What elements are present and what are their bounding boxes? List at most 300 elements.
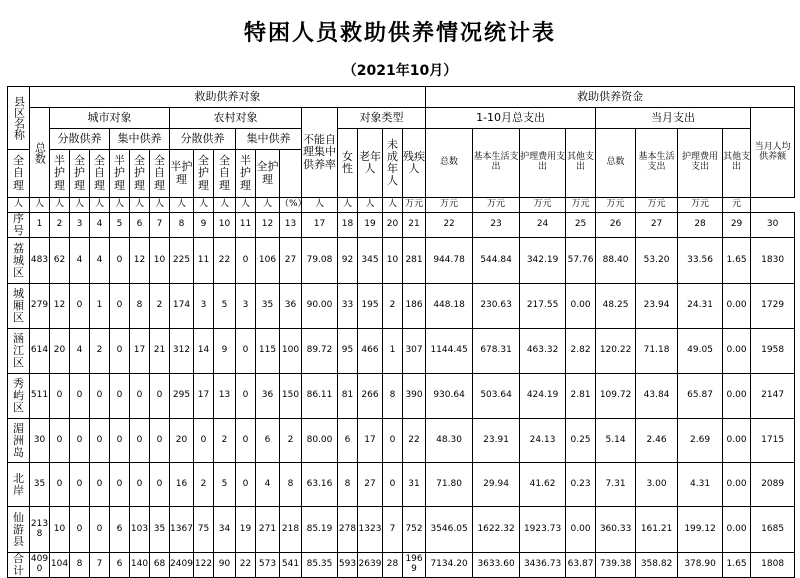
table-cell: 0 bbox=[383, 419, 403, 463]
table-cell: 0 bbox=[236, 329, 256, 374]
table-cell: 2 bbox=[194, 463, 214, 507]
table-cell: 53.20 bbox=[636, 238, 678, 284]
table-cell: 71.18 bbox=[636, 329, 678, 374]
table-cell: 0.00 bbox=[723, 329, 751, 374]
table-cell: 281 bbox=[403, 238, 426, 284]
table-cell: 614 bbox=[30, 329, 50, 374]
table-cell: 5.14 bbox=[596, 419, 636, 463]
table-cell: 48.30 bbox=[426, 419, 473, 463]
table-cell: 7 bbox=[383, 507, 403, 553]
table-cell: 424.19 bbox=[520, 374, 566, 419]
table-cell: 104 bbox=[50, 553, 70, 578]
ytd-care-fee-header: 护理费用支出 bbox=[520, 129, 566, 198]
table-cell: 3436.73 bbox=[520, 553, 566, 578]
table-cell: 43.84 bbox=[636, 374, 678, 419]
month-expense-header: 当月支出 bbox=[596, 108, 751, 129]
table-cell: 81 bbox=[338, 374, 358, 419]
table-cell: 23.94 bbox=[636, 284, 678, 329]
table-cell: 85.35 bbox=[302, 553, 338, 578]
table-cell: 103 bbox=[130, 507, 150, 553]
table-cell: 0 bbox=[50, 374, 70, 419]
unit-cell: 人 bbox=[110, 198, 130, 213]
seq-cell: 12 bbox=[256, 213, 280, 238]
unit-cell: 万元 bbox=[520, 198, 566, 213]
table-cell: 230.63 bbox=[473, 284, 520, 329]
table-cell: 0 bbox=[130, 419, 150, 463]
table-cell: 17 bbox=[358, 419, 383, 463]
table-cell: 62 bbox=[50, 238, 70, 284]
table-cell: 0 bbox=[90, 419, 110, 463]
table-cell: 35 bbox=[256, 284, 280, 329]
table-cell: 483 bbox=[30, 238, 50, 284]
table-cell: 33.56 bbox=[678, 238, 723, 284]
table-cell: 0.00 bbox=[723, 463, 751, 507]
seq-cell: 10 bbox=[214, 213, 236, 238]
table-row bbox=[8, 419, 795, 463]
table-cell: 34 bbox=[214, 507, 236, 553]
table-cell: 0.00 bbox=[723, 374, 751, 419]
elderly-header: 老年人 bbox=[358, 129, 383, 198]
table-cell: 35 bbox=[150, 507, 170, 553]
table-cell: 7 bbox=[90, 553, 110, 578]
seq-cell: 25 bbox=[566, 213, 596, 238]
unit-cell: 人 bbox=[70, 198, 90, 213]
table-cell: 12 bbox=[50, 284, 70, 329]
seq-row bbox=[8, 213, 795, 238]
table-cell: 10 bbox=[383, 238, 403, 284]
table-cell: 0 bbox=[110, 238, 130, 284]
seq-cell: 11 bbox=[236, 213, 256, 238]
table-cell: 63.87 bbox=[566, 553, 596, 578]
table-cell: 4 bbox=[70, 329, 90, 374]
seq-cell: 4 bbox=[90, 213, 110, 238]
table-cell: 0 bbox=[236, 463, 256, 507]
table-cell: 2089 bbox=[751, 463, 795, 507]
table-cell: 0 bbox=[50, 463, 70, 507]
table-cell: 0 bbox=[236, 419, 256, 463]
month-total-header: 总数 bbox=[596, 129, 636, 198]
table-cell: 2138 bbox=[30, 507, 50, 553]
table-row bbox=[8, 238, 795, 284]
table-cell: 174 bbox=[170, 284, 194, 329]
seq-cell: 5 bbox=[110, 213, 130, 238]
table-cell: 0 bbox=[110, 329, 130, 374]
table-cell: 0.00 bbox=[566, 507, 596, 553]
table-row bbox=[8, 553, 795, 578]
table-cell: 0.23 bbox=[566, 463, 596, 507]
table-cell: 2 bbox=[280, 419, 302, 463]
month-basic-living-header: 基本生活支出 bbox=[636, 129, 678, 198]
table-cell: 16 bbox=[170, 463, 194, 507]
unit-cell: 万元 bbox=[473, 198, 520, 213]
table-cell: 90.00 bbox=[302, 284, 338, 329]
seq-cell: 7 bbox=[150, 213, 170, 238]
table-cell: 0 bbox=[383, 463, 403, 507]
table-cell: 4 bbox=[256, 463, 280, 507]
table-cell: 1808 bbox=[751, 553, 795, 578]
table-cell: 1729 bbox=[751, 284, 795, 329]
county-name: 湄洲岛 bbox=[8, 419, 30, 463]
ytd-other-header: 其他支出 bbox=[566, 129, 596, 198]
seq-cell: 27 bbox=[636, 213, 678, 238]
unit-cell: 人 bbox=[214, 198, 236, 213]
urban-dispersed-semi-care-header: 半护理 bbox=[50, 150, 70, 198]
county-name: 荔城区 bbox=[8, 238, 30, 284]
table-cell: 20 bbox=[50, 329, 70, 374]
county-name: 仙游县 bbox=[8, 507, 30, 553]
seq-cell: 6 bbox=[130, 213, 150, 238]
table-cell: 49.05 bbox=[678, 329, 723, 374]
rural-centralized-header: 集中供养 bbox=[236, 129, 302, 150]
seq-cell: 3 bbox=[70, 213, 90, 238]
table-cell: 30 bbox=[30, 419, 50, 463]
table-row bbox=[8, 374, 795, 419]
rural-dispersed-header: 分散供养 bbox=[170, 129, 236, 150]
table-cell: 307 bbox=[403, 329, 426, 374]
table-cell: 944.78 bbox=[426, 238, 473, 284]
units-row bbox=[8, 198, 795, 213]
table-cell: 1 bbox=[383, 329, 403, 374]
table-cell: 6 bbox=[338, 419, 358, 463]
county-name: 合计 bbox=[8, 553, 30, 578]
table-cell: 71.80 bbox=[426, 463, 473, 507]
table-cell: 22 bbox=[403, 419, 426, 463]
table-cell: 4 bbox=[90, 238, 110, 284]
seq-cell: 30 bbox=[751, 213, 795, 238]
table-cell: 2147 bbox=[751, 374, 795, 419]
seq-cell: 20 bbox=[383, 213, 403, 238]
table-cell: 27 bbox=[358, 463, 383, 507]
seq-header: 序号 bbox=[8, 213, 30, 238]
table-cell: 28 bbox=[383, 553, 403, 578]
seq-cell: 9 bbox=[194, 213, 214, 238]
table-cell: 2 bbox=[214, 419, 236, 463]
table-cell: 2409 bbox=[170, 553, 194, 578]
table-cell: 0 bbox=[90, 507, 110, 553]
table-cell: 122 bbox=[194, 553, 214, 578]
table-cell: 5 bbox=[214, 284, 236, 329]
table-cell: 2.69 bbox=[678, 419, 723, 463]
table-cell: 0 bbox=[130, 463, 150, 507]
rural-dispersed-semi-care-header: 半护理 bbox=[170, 150, 194, 198]
seq-cell: 26 bbox=[596, 213, 636, 238]
table-cell: 106 bbox=[256, 238, 280, 284]
seq-cell: 21 bbox=[403, 213, 426, 238]
table-cell: 88.40 bbox=[596, 238, 636, 284]
table-cell: 7134.20 bbox=[426, 553, 473, 578]
non-self-care-rate-header: 不能自理集中供养率 bbox=[302, 108, 338, 198]
table-cell: 4090 bbox=[30, 553, 50, 578]
table-cell: 68 bbox=[150, 553, 170, 578]
table-cell: 1969 bbox=[403, 553, 426, 578]
table-cell: 7.31 bbox=[596, 463, 636, 507]
minor-header: 未成年人 bbox=[383, 129, 403, 198]
county-name: 秀屿区 bbox=[8, 374, 30, 419]
table-cell: 8 bbox=[383, 374, 403, 419]
urban-centralized-full-self-care-header: 全自理 bbox=[90, 150, 110, 198]
table-cell: 593 bbox=[338, 553, 358, 578]
ytd-expense-header: 1-10月总支出 bbox=[426, 108, 596, 129]
table-cell: 4 bbox=[70, 238, 90, 284]
table-cell: 1323 bbox=[358, 507, 383, 553]
table-cell: 573 bbox=[256, 553, 280, 578]
seq-cell: 29 bbox=[723, 213, 751, 238]
table-cell: 100 bbox=[280, 329, 302, 374]
unit-cell: 万元 bbox=[403, 198, 426, 213]
table-cell: 90 bbox=[214, 553, 236, 578]
rural-centralized-full-self-care-header: 全自理 bbox=[214, 150, 236, 198]
seq-cell: 18 bbox=[338, 213, 358, 238]
table-cell: 0 bbox=[50, 419, 70, 463]
table-cell: 8 bbox=[130, 284, 150, 329]
table-cell: 150 bbox=[280, 374, 302, 419]
table-cell: 0 bbox=[90, 463, 110, 507]
unit-cell: 人 bbox=[236, 198, 256, 213]
unit-cell: 人 bbox=[194, 198, 214, 213]
urban-targets-header: 城市对象 bbox=[50, 108, 170, 129]
table-cell: 0 bbox=[70, 284, 90, 329]
seq-cell: 22 bbox=[426, 213, 473, 238]
county-name: 北岸 bbox=[8, 463, 30, 507]
table-cell: 48.25 bbox=[596, 284, 636, 329]
table-cell: 14 bbox=[194, 329, 214, 374]
table-cell: 12 bbox=[130, 238, 150, 284]
table-cell: 0 bbox=[150, 419, 170, 463]
table-cell: 0 bbox=[150, 463, 170, 507]
rural-dispersed-full-care-header: 全护理 bbox=[194, 150, 214, 198]
table-cell: 1923.73 bbox=[520, 507, 566, 553]
table-cell: 161.21 bbox=[636, 507, 678, 553]
table-cell: 3 bbox=[194, 284, 214, 329]
disabled-header: 残疾人 bbox=[403, 129, 426, 198]
table-cell: 1.65 bbox=[723, 238, 751, 284]
table-cell: 930.64 bbox=[426, 374, 473, 419]
table-cell: 19 bbox=[236, 507, 256, 553]
table-cell: 739.38 bbox=[596, 553, 636, 578]
table-cell: 85.19 bbox=[302, 507, 338, 553]
seq-cell: 23 bbox=[473, 213, 520, 238]
table-row bbox=[8, 329, 795, 374]
table-row bbox=[8, 284, 795, 329]
unit-cell: 人 bbox=[8, 198, 30, 213]
county-name: 涵江区 bbox=[8, 329, 30, 374]
table-cell: 92 bbox=[338, 238, 358, 284]
table-row bbox=[8, 463, 795, 507]
table-cell: 5 bbox=[214, 463, 236, 507]
table-cell: 186 bbox=[403, 284, 426, 329]
table-cell: 2 bbox=[150, 284, 170, 329]
table-cell: 378.90 bbox=[678, 553, 723, 578]
table-cell: 279 bbox=[30, 284, 50, 329]
table-cell: 503.64 bbox=[473, 374, 520, 419]
unit-cell: 万元 bbox=[636, 198, 678, 213]
unit-cell: 元 bbox=[723, 198, 751, 213]
support-targets-header: 救助供养对象 bbox=[30, 87, 426, 108]
month-care-fee-header: 护理费用支出 bbox=[678, 129, 723, 198]
table-cell: 115 bbox=[256, 329, 280, 374]
table-cell: 0 bbox=[110, 284, 130, 329]
table-cell: 0 bbox=[110, 419, 130, 463]
table-cell: 8 bbox=[280, 463, 302, 507]
table-cell: 463.32 bbox=[520, 329, 566, 374]
seq-cell: 28 bbox=[678, 213, 723, 238]
table-cell: 36 bbox=[280, 284, 302, 329]
table-cell: 1958 bbox=[751, 329, 795, 374]
table-cell: 0 bbox=[194, 419, 214, 463]
unit-cell: （%） bbox=[280, 198, 302, 213]
table-cell: 217.55 bbox=[520, 284, 566, 329]
ytd-basic-living-header: 基本生活支出 bbox=[473, 129, 520, 198]
urban-dispersed-full-self-care-header: 全自理 bbox=[8, 150, 30, 198]
table-cell: 33 bbox=[338, 284, 358, 329]
table-cell: 345 bbox=[358, 238, 383, 284]
table-cell: 1144.45 bbox=[426, 329, 473, 374]
unit-cell: 人 bbox=[150, 198, 170, 213]
table-cell: 24.31 bbox=[678, 284, 723, 329]
table-cell: 23.91 bbox=[473, 419, 520, 463]
table-cell: 36 bbox=[256, 374, 280, 419]
seq-cell: 8 bbox=[170, 213, 194, 238]
table-cell: 541 bbox=[280, 553, 302, 578]
table-cell: 35 bbox=[30, 463, 50, 507]
seq-cell: 19 bbox=[358, 213, 383, 238]
table-cell: 0 bbox=[70, 374, 90, 419]
unit-cell: 人 bbox=[338, 198, 358, 213]
table-cell: 360.33 bbox=[596, 507, 636, 553]
total-header: 总数 bbox=[30, 108, 50, 198]
table-cell: 10 bbox=[50, 507, 70, 553]
unit-cell: 人 bbox=[30, 198, 50, 213]
table-cell: 312 bbox=[170, 329, 194, 374]
table-cell: 0 bbox=[130, 374, 150, 419]
table-cell: 0 bbox=[236, 238, 256, 284]
table-cell: 86.11 bbox=[302, 374, 338, 419]
report-period: （2021年10月） bbox=[342, 63, 458, 79]
table-cell: 1.65 bbox=[723, 553, 751, 578]
table-cell: 0 bbox=[70, 419, 90, 463]
table-cell: 0 bbox=[110, 463, 130, 507]
table-cell: 511 bbox=[30, 374, 50, 419]
table-cell: 0 bbox=[236, 374, 256, 419]
month-other-header: 其他支出 bbox=[723, 129, 751, 198]
table-cell: 75 bbox=[194, 507, 214, 553]
table-cell: 0 bbox=[70, 507, 90, 553]
monthly-avg-header: 当月人均供养额 bbox=[751, 108, 795, 198]
table-cell: 109.72 bbox=[596, 374, 636, 419]
table-cell: 342.19 bbox=[520, 238, 566, 284]
statistics-table bbox=[7, 86, 795, 578]
table-cell: 1367 bbox=[170, 507, 194, 553]
table-cell: 225 bbox=[170, 238, 194, 284]
table-cell: 678.31 bbox=[473, 329, 520, 374]
rural-centralized-full-care-header: 全护理 bbox=[256, 150, 280, 198]
table-cell: 295 bbox=[170, 374, 194, 419]
table-cell: 21 bbox=[150, 329, 170, 374]
table-cell: 95 bbox=[338, 329, 358, 374]
table-cell: 0.25 bbox=[566, 419, 596, 463]
unit-cell: 人 bbox=[170, 198, 194, 213]
table-cell: 29.94 bbox=[473, 463, 520, 507]
table-cell: 22 bbox=[214, 238, 236, 284]
table-cell: 2.81 bbox=[566, 374, 596, 419]
table-cell: 120.22 bbox=[596, 329, 636, 374]
table-cell: 3546.05 bbox=[426, 507, 473, 553]
table-cell: 6 bbox=[256, 419, 280, 463]
table-cell: 1622.32 bbox=[473, 507, 520, 553]
table-cell: 0.00 bbox=[723, 284, 751, 329]
rural-centralized-semi-care-header: 半护理 bbox=[236, 150, 256, 198]
table-cell: 6 bbox=[110, 553, 130, 578]
table-cell: 63.16 bbox=[302, 463, 338, 507]
table-cell: 13 bbox=[214, 374, 236, 419]
table-cell: 8 bbox=[338, 463, 358, 507]
seq-cell: 24 bbox=[520, 213, 566, 238]
table-cell: 0.00 bbox=[723, 419, 751, 463]
table-cell: 3633.60 bbox=[473, 553, 520, 578]
unit-cell: 人 bbox=[90, 198, 110, 213]
table-cell: 41.62 bbox=[520, 463, 566, 507]
table-cell: 17 bbox=[130, 329, 150, 374]
table-cell: 8 bbox=[70, 553, 90, 578]
table-row bbox=[8, 507, 795, 553]
table-cell: 65.87 bbox=[678, 374, 723, 419]
table-cell: 358.82 bbox=[636, 553, 678, 578]
table-cell: 2 bbox=[90, 329, 110, 374]
county-name: 城厢区 bbox=[8, 284, 30, 329]
table-cell: 4.31 bbox=[678, 463, 723, 507]
female-header: 女性 bbox=[338, 129, 358, 198]
table-cell: 31 bbox=[403, 463, 426, 507]
table-cell: 3.00 bbox=[636, 463, 678, 507]
seq-cell: 13 bbox=[280, 213, 302, 238]
table-cell: 390 bbox=[403, 374, 426, 419]
table-cell: 0.00 bbox=[723, 507, 751, 553]
table-cell: 2.46 bbox=[636, 419, 678, 463]
table-cell: 544.84 bbox=[473, 238, 520, 284]
table-cell: 2639 bbox=[358, 553, 383, 578]
table-cell: 218 bbox=[280, 507, 302, 553]
table-cell: 1830 bbox=[751, 238, 795, 284]
table-cell: 79.08 bbox=[302, 238, 338, 284]
table-cell: 448.18 bbox=[426, 284, 473, 329]
seq-cell: 17 bbox=[302, 213, 338, 238]
table-cell: 195 bbox=[358, 284, 383, 329]
table-cell: 271 bbox=[256, 507, 280, 553]
table-cell: 9 bbox=[214, 329, 236, 374]
table-cell: 57.76 bbox=[566, 238, 596, 284]
table-cell: 140 bbox=[130, 553, 150, 578]
unit-cell: 万元 bbox=[678, 198, 723, 213]
table-cell: 0 bbox=[150, 374, 170, 419]
unit-cell: 万元 bbox=[596, 198, 636, 213]
unit-cell: 人 bbox=[383, 198, 403, 213]
table-cell: 1 bbox=[90, 284, 110, 329]
table-cell: 2 bbox=[383, 284, 403, 329]
unit-cell: 万元 bbox=[426, 198, 473, 213]
unit-cell: 万元 bbox=[566, 198, 596, 213]
urban-centralized-header: 集中供养 bbox=[110, 129, 170, 150]
county-header: 县区名称 bbox=[8, 87, 30, 150]
unit-cell: 人 bbox=[256, 198, 280, 213]
rural-dispersed-full-self-care-header: 全自理 bbox=[150, 150, 170, 198]
table-cell: 1715 bbox=[751, 419, 795, 463]
table-cell: 80.00 bbox=[302, 419, 338, 463]
table-cell: 11 bbox=[194, 238, 214, 284]
table-cell: 17 bbox=[194, 374, 214, 419]
table-cell: 278 bbox=[338, 507, 358, 553]
unit-cell: 人 bbox=[358, 198, 383, 213]
urban-centralized-full-care-header: 全护理 bbox=[130, 150, 150, 198]
